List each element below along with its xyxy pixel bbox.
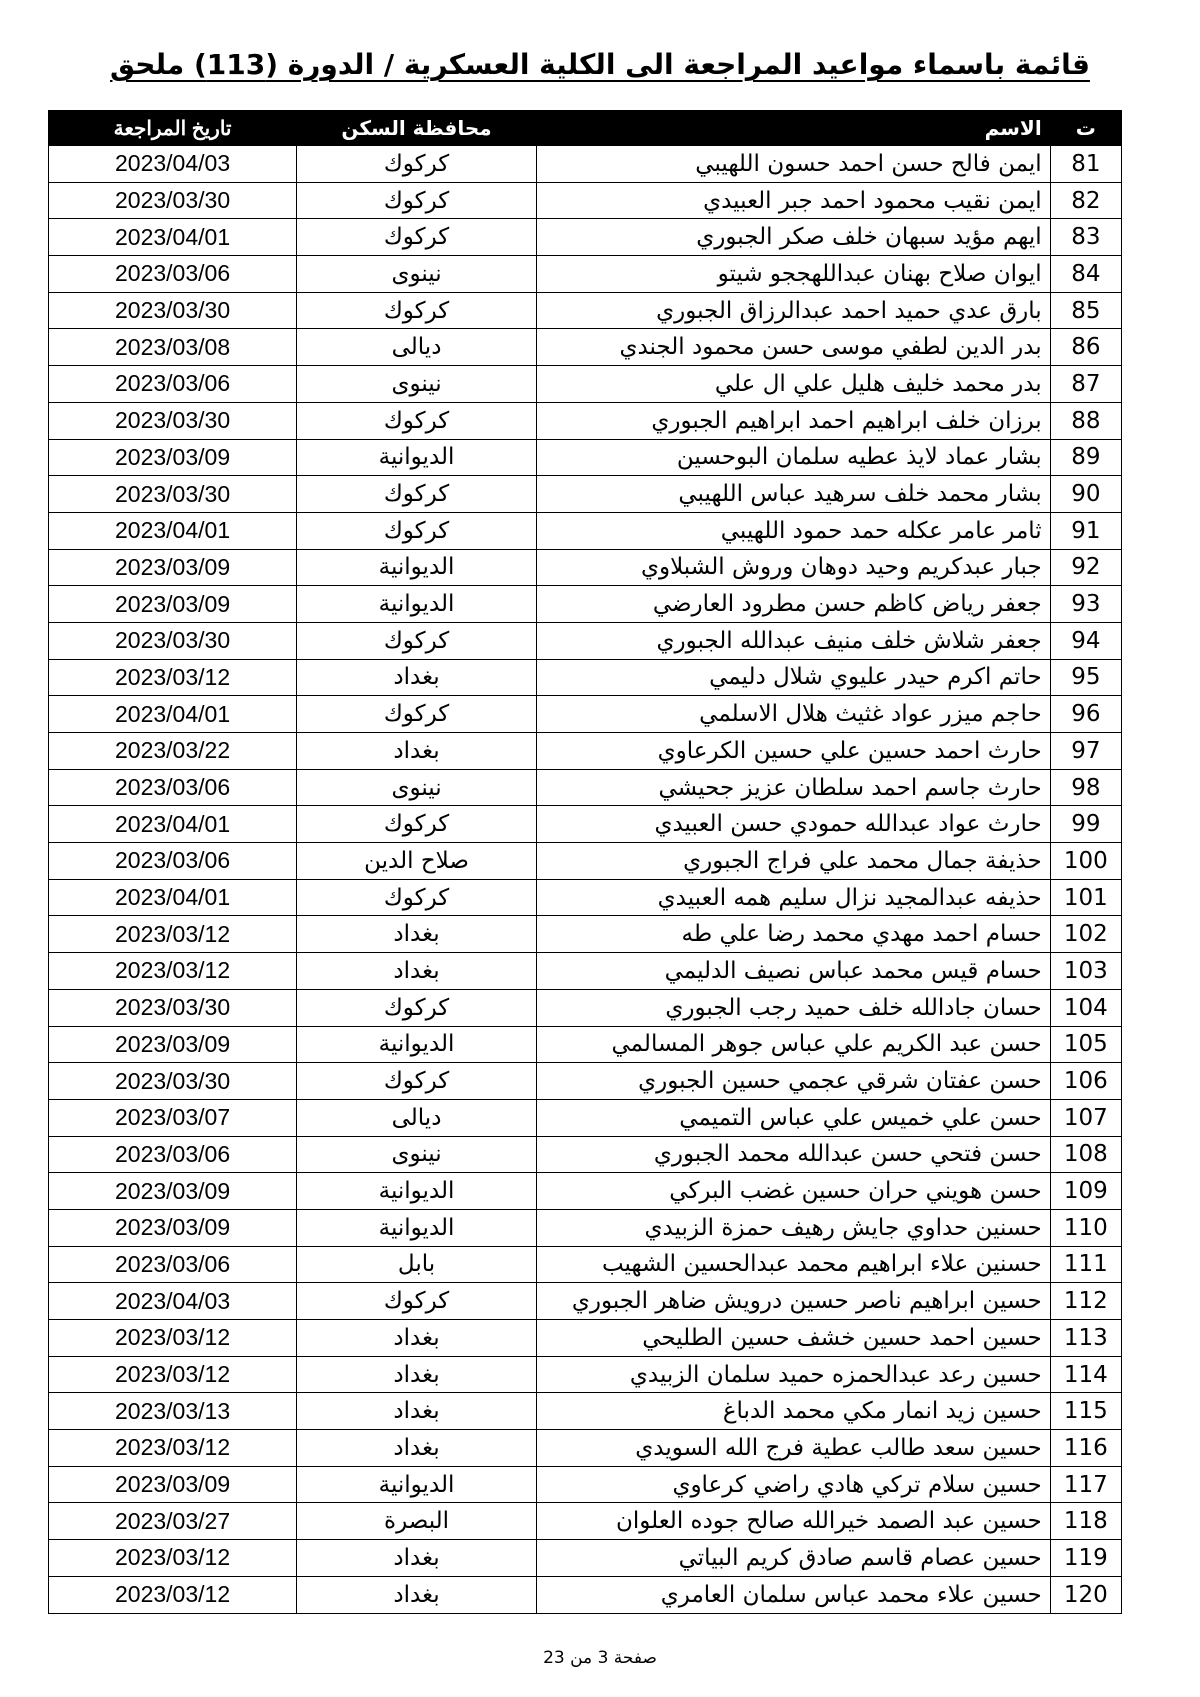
table-row <box>49 1430 1122 1467</box>
row-name: برزان خلف ابراهيم احمد ابراهيم الجبوري <box>536 402 1050 439</box>
row-name: جعفر رياض كاظم حسن مطرود العارضي <box>536 586 1050 623</box>
table-row <box>49 1466 1122 1503</box>
page-title-text: قائمة باسماء مواعيد المراجعة الى الكلية العسكرية / الدورة (113) ملحق <box>110 48 1090 81</box>
table-row <box>49 989 1122 1026</box>
table-row <box>49 182 1122 219</box>
row-number: 112 <box>1050 1283 1121 1320</box>
row-number: 82 <box>1050 182 1121 219</box>
row-name: حارث جاسم احمد سلطان عزيز جحيشي <box>536 769 1050 806</box>
row-name: حسام احمد مهدي محمد رضا علي طه <box>536 916 1050 953</box>
row-governorate: كركوك <box>297 182 537 219</box>
row-name: جعفر شلاش خلف منيف عبدالله الجبوري <box>536 622 1050 659</box>
row-date: 2023/03/12 <box>49 659 297 696</box>
row-date: 2023/04/03 <box>49 146 297 183</box>
table-row <box>49 402 1122 439</box>
row-governorate: كركوك <box>297 476 537 513</box>
row-date: 2023/03/12 <box>49 916 297 953</box>
row-name: ايهم مؤيد سبهان خلف صكر الجبوري <box>536 219 1050 256</box>
row-number: 109 <box>1050 1173 1121 1210</box>
row-number: 85 <box>1050 292 1121 329</box>
row-name: حسين ابراهيم ناصر حسين درويش ضاهر الجبوري <box>536 1283 1050 1320</box>
row-date: 2023/03/27 <box>49 1503 297 1540</box>
row-date: 2023/03/30 <box>49 182 297 219</box>
row-date: 2023/04/01 <box>49 219 297 256</box>
row-number: 93 <box>1050 586 1121 623</box>
row-governorate: بابل <box>297 1246 537 1283</box>
row-governorate: كركوك <box>297 1063 537 1100</box>
row-governorate: الديوانية <box>297 1466 537 1503</box>
row-governorate: بغداد <box>297 733 537 770</box>
row-number: 84 <box>1050 256 1121 293</box>
row-date: 2023/03/09 <box>49 1466 297 1503</box>
row-governorate: كركوك <box>297 402 537 439</box>
row-date: 2023/03/12 <box>49 1540 297 1577</box>
row-date: 2023/03/06 <box>49 1246 297 1283</box>
row-name: حاجم ميزر عواد غثيث هلال الاسلمي <box>536 696 1050 733</box>
page-title <box>0 48 1200 81</box>
row-date: 2023/03/06 <box>49 366 297 403</box>
row-governorate: كركوك <box>297 806 537 843</box>
row-name: حذيفه عبدالمجيد نزال سليم همه العبيدي <box>536 879 1050 916</box>
row-governorate: نينوى <box>297 256 537 293</box>
row-date: 2023/03/06 <box>49 256 297 293</box>
row-number: 100 <box>1050 843 1121 880</box>
row-governorate: كركوك <box>297 219 537 256</box>
row-name: حسنين علاء ابراهيم محمد عبدالحسين الشهيب <box>536 1246 1050 1283</box>
row-name: حسن هويني حران حسين غضب البركي <box>536 1173 1050 1210</box>
table-row <box>49 1283 1122 1320</box>
row-name: بدر محمد خليف هليل علي ال علي <box>536 366 1050 403</box>
row-number: 114 <box>1050 1356 1121 1393</box>
row-name: ايمن فالح حسن احمد حسون اللهيبي <box>536 146 1050 183</box>
table-row <box>49 1136 1122 1173</box>
table-row <box>49 1393 1122 1430</box>
row-governorate: كركوك <box>297 146 537 183</box>
row-number: 106 <box>1050 1063 1121 1100</box>
row-number: 83 <box>1050 219 1121 256</box>
row-name: حسين سلام تركي هادي راضي كرعاوي <box>536 1466 1050 1503</box>
row-date: 2023/03/30 <box>49 1063 297 1100</box>
row-name: حسان جادالله خلف حميد رجب الجبوري <box>536 989 1050 1026</box>
row-number: 97 <box>1050 733 1121 770</box>
row-name: حسين رعد عبدالحمزه حميد سلمان الزبيدي <box>536 1356 1050 1393</box>
row-name: حارث عواد عبدالله حمودي حسن العبيدي <box>536 806 1050 843</box>
row-date: 2023/03/12 <box>49 1430 297 1467</box>
row-number: 81 <box>1050 146 1121 183</box>
row-governorate: ديالى <box>297 329 537 366</box>
row-name: حسين عبد الصمد خيرالله صالح جوده العلوان <box>536 1503 1050 1540</box>
row-name: حسام قيس محمد عباس نصيف الدليمي <box>536 953 1050 990</box>
row-governorate: نينوى <box>297 769 537 806</box>
row-number: 95 <box>1050 659 1121 696</box>
table-header-row <box>49 111 1122 146</box>
row-name: حسن فتحي حسن عبدالله محمد الجبوري <box>536 1136 1050 1173</box>
row-date: 2023/03/30 <box>49 402 297 439</box>
table-row <box>49 219 1122 256</box>
row-number: 116 <box>1050 1430 1121 1467</box>
table-row <box>49 733 1122 770</box>
row-name: ثامر عامر عكله حمد حمود اللهيبي <box>536 512 1050 549</box>
table-row <box>49 659 1122 696</box>
row-governorate: بغداد <box>297 916 537 953</box>
row-governorate: الديوانية <box>297 549 537 586</box>
row-number: 98 <box>1050 769 1121 806</box>
table-row <box>49 1026 1122 1063</box>
table-row <box>49 586 1122 623</box>
table-row <box>49 366 1122 403</box>
table-row <box>49 1209 1122 1246</box>
row-governorate: الديوانية <box>297 1173 537 1210</box>
row-governorate: كركوك <box>297 512 537 549</box>
row-date: 2023/03/12 <box>49 1576 297 1613</box>
row-name: بشار محمد خلف سرهيد عباس اللهيبي <box>536 476 1050 513</box>
table-row <box>49 1320 1122 1357</box>
table-row <box>49 146 1122 183</box>
row-name: ايمن نقيب محمود احمد جبر العبيدي <box>536 182 1050 219</box>
row-governorate: كركوك <box>297 1283 537 1320</box>
row-number: 120 <box>1050 1576 1121 1613</box>
table-body <box>49 146 1122 1614</box>
row-governorate: بغداد <box>297 1430 537 1467</box>
row-date: 2023/03/09 <box>49 439 297 476</box>
row-governorate: كركوك <box>297 696 537 733</box>
table-row <box>49 1063 1122 1100</box>
row-date: 2023/03/09 <box>49 549 297 586</box>
row-governorate: الديوانية <box>297 1209 537 1246</box>
row-date: 2023/03/06 <box>49 769 297 806</box>
row-number: 111 <box>1050 1246 1121 1283</box>
row-number: 96 <box>1050 696 1121 733</box>
table-row <box>49 1540 1122 1577</box>
row-name: بشار عماد لايذ عطيه سلمان البوحسين <box>536 439 1050 476</box>
row-name: حسين سعد طالب عطية فرج الله السويدي <box>536 1430 1050 1467</box>
row-governorate: بغداد <box>297 1393 537 1430</box>
row-number: 99 <box>1050 806 1121 843</box>
names-table <box>48 110 1122 1614</box>
row-name: حسين زيد انمار مكي محمد الدباغ <box>536 1393 1050 1430</box>
row-date: 2023/03/08 <box>49 329 297 366</box>
row-number: 113 <box>1050 1320 1121 1357</box>
row-name: جبار عبدكريم وحيد دوهان وروش الشبلاوي <box>536 549 1050 586</box>
row-name: بارق عدي حميد احمد عبدالرزاق الجبوري <box>536 292 1050 329</box>
row-name: حسنين حداوي جايش رهيف حمزة الزبيدي <box>536 1209 1050 1246</box>
row-number: 117 <box>1050 1466 1121 1503</box>
row-number: 92 <box>1050 549 1121 586</box>
row-date: 2023/04/01 <box>49 806 297 843</box>
row-date: 2023/03/12 <box>49 1320 297 1357</box>
row-governorate: كركوك <box>297 879 537 916</box>
row-number: 118 <box>1050 1503 1121 1540</box>
row-number: 101 <box>1050 879 1121 916</box>
header-governorate: محافظة السكن <box>297 111 537 146</box>
row-number: 87 <box>1050 366 1121 403</box>
row-number: 115 <box>1050 1393 1121 1430</box>
row-number: 94 <box>1050 622 1121 659</box>
table-row <box>49 256 1122 293</box>
row-governorate: ديالى <box>297 1099 537 1136</box>
table-row <box>49 1099 1122 1136</box>
row-date: 2023/03/09 <box>49 1173 297 1210</box>
header-date: تاريخ المراجعة <box>49 111 297 146</box>
row-date: 2023/04/01 <box>49 879 297 916</box>
row-governorate: كركوك <box>297 622 537 659</box>
table-row <box>49 1356 1122 1393</box>
row-governorate: بغداد <box>297 953 537 990</box>
row-date: 2023/03/30 <box>49 622 297 659</box>
row-date: 2023/03/13 <box>49 1393 297 1430</box>
row-number: 102 <box>1050 916 1121 953</box>
row-name: حارث احمد حسين علي حسين الكرعاوي <box>536 733 1050 770</box>
row-governorate: نينوى <box>297 366 537 403</box>
row-governorate: بغداد <box>297 1576 537 1613</box>
table-row <box>49 806 1122 843</box>
row-governorate: صلاح الدين <box>297 843 537 880</box>
table-row <box>49 622 1122 659</box>
row-governorate: كركوك <box>297 292 537 329</box>
row-governorate: الديوانية <box>297 439 537 476</box>
row-governorate: بغداد <box>297 659 537 696</box>
table-row <box>49 329 1122 366</box>
row-date: 2023/03/30 <box>49 989 297 1026</box>
row-governorate: الديوانية <box>297 586 537 623</box>
page-number: صفحة 3 من 23 <box>543 1648 657 1668</box>
row-date: 2023/03/07 <box>49 1099 297 1136</box>
row-name: حسين احمد حسين خشف حسين الطليحي <box>536 1320 1050 1357</box>
header-number: ت <box>1050 111 1121 146</box>
row-number: 108 <box>1050 1136 1121 1173</box>
row-date: 2023/03/22 <box>49 733 297 770</box>
row-date: 2023/04/01 <box>49 512 297 549</box>
row-number: 104 <box>1050 989 1121 1026</box>
row-number: 103 <box>1050 953 1121 990</box>
table-row <box>49 769 1122 806</box>
row-date: 2023/03/12 <box>49 953 297 990</box>
row-date: 2023/04/03 <box>49 1283 297 1320</box>
table-row <box>49 1246 1122 1283</box>
row-date: 2023/03/30 <box>49 476 297 513</box>
row-number: 86 <box>1050 329 1121 366</box>
table-row <box>49 512 1122 549</box>
row-number: 119 <box>1050 1540 1121 1577</box>
row-date: 2023/03/12 <box>49 1356 297 1393</box>
row-name: حاتم اكرم حيدر عليوي شلال دليمي <box>536 659 1050 696</box>
table-row <box>49 1576 1122 1613</box>
table-row <box>49 549 1122 586</box>
row-number: 110 <box>1050 1209 1121 1246</box>
row-name: حسن علي خميس علي عباس التميمي <box>536 1099 1050 1136</box>
row-number: 88 <box>1050 402 1121 439</box>
table-row <box>49 696 1122 733</box>
row-number: 107 <box>1050 1099 1121 1136</box>
table-row <box>49 843 1122 880</box>
row-date: 2023/03/06 <box>49 1136 297 1173</box>
row-date: 2023/03/09 <box>49 1209 297 1246</box>
table-row <box>49 292 1122 329</box>
row-name: حسن عفتان شرقي عجمي حسين الجبوري <box>536 1063 1050 1100</box>
row-governorate: الديوانية <box>297 1026 537 1063</box>
row-governorate: كركوك <box>297 989 537 1026</box>
row-name: حسين عصام قاسم صادق كريم البياتي <box>536 1540 1050 1577</box>
table-row <box>49 1173 1122 1210</box>
row-governorate: نينوى <box>297 1136 537 1173</box>
row-governorate: البصرة <box>297 1503 537 1540</box>
row-date: 2023/03/30 <box>49 292 297 329</box>
row-governorate: بغداد <box>297 1320 537 1357</box>
row-number: 91 <box>1050 512 1121 549</box>
row-name: ايوان صلاح بهنان عبداللهججو شيتو <box>536 256 1050 293</box>
row-name: حسن عبد الكريم علي عباس جوهر المسالمي <box>536 1026 1050 1063</box>
table-row <box>49 439 1122 476</box>
row-date: 2023/03/09 <box>49 1026 297 1063</box>
row-governorate: بغداد <box>297 1356 537 1393</box>
row-number: 90 <box>1050 476 1121 513</box>
header-name: الاسم <box>536 111 1050 146</box>
table-row <box>49 476 1122 513</box>
row-number: 105 <box>1050 1026 1121 1063</box>
table-row <box>49 916 1122 953</box>
table-row <box>49 953 1122 990</box>
row-date: 2023/03/09 <box>49 586 297 623</box>
row-date: 2023/03/06 <box>49 843 297 880</box>
row-governorate: بغداد <box>297 1540 537 1577</box>
row-date: 2023/04/01 <box>49 696 297 733</box>
row-name: بدر الدين لطفي موسى حسن محمود الجندي <box>536 329 1050 366</box>
row-name: حذيفة جمال محمد علي فراج الجبوري <box>536 843 1050 880</box>
row-number: 89 <box>1050 439 1121 476</box>
table-row <box>49 879 1122 916</box>
row-name: حسين علاء محمد عباس سلمان العامري <box>536 1576 1050 1613</box>
table-row <box>49 1503 1122 1540</box>
